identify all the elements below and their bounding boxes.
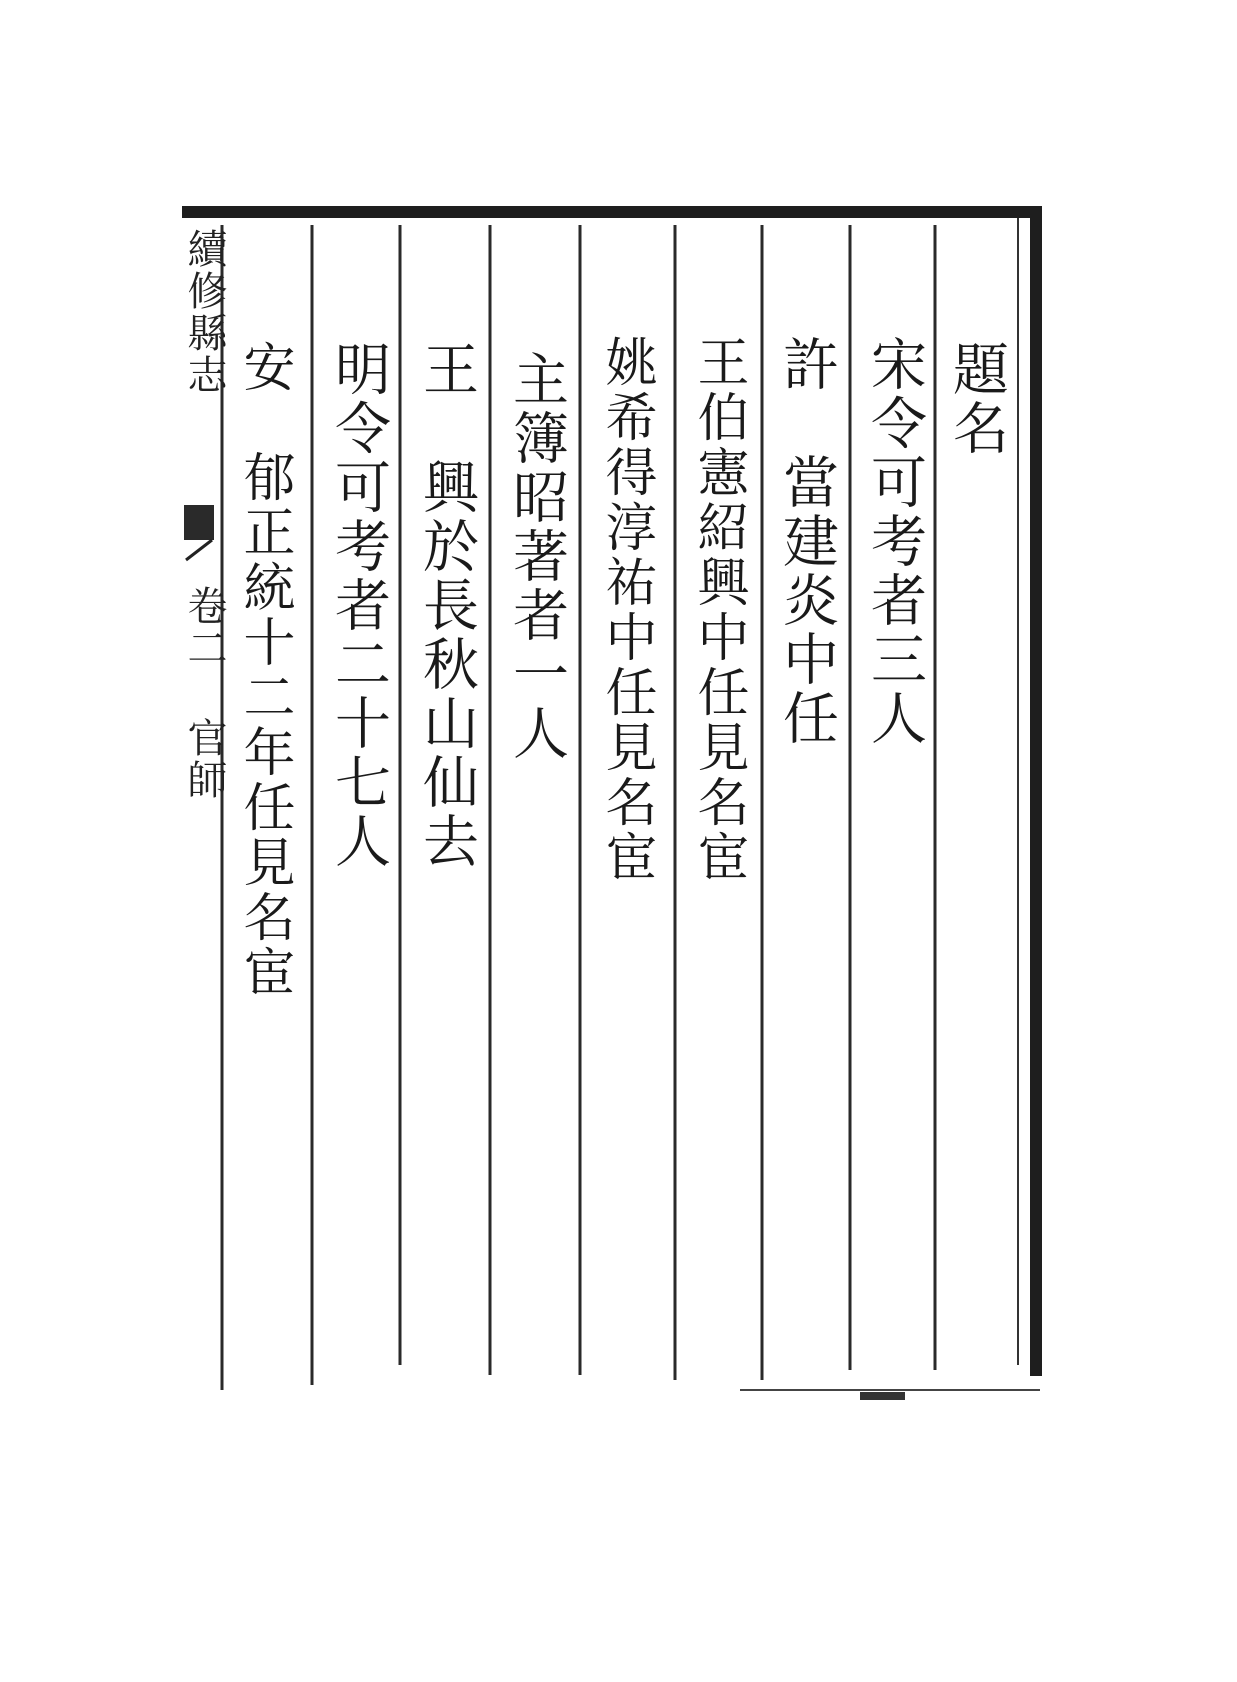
text-column: 許 當建炎中任: [774, 335, 839, 748]
margin-section: 卷二 官師: [181, 585, 227, 801]
text-column: 宋令可考者三人: [862, 335, 927, 748]
margin-title: 續修縣志: [181, 228, 227, 396]
margin-slash: [186, 540, 212, 560]
heading-title: 題名: [944, 340, 1009, 458]
right-border: [1030, 206, 1042, 1376]
text-column: 主簿昭著者一人: [504, 350, 569, 763]
text-column: 姚希得淳祐中任見名宦: [596, 335, 656, 885]
text-column: 明令可考者二十七人: [326, 340, 391, 871]
bottom-mark: [860, 1392, 905, 1400]
margin-black-mark: [184, 505, 214, 540]
text-column: 王 興於長秋山仙去: [414, 340, 479, 871]
text-column: 王伯憲紹興中任見名宦: [688, 335, 748, 885]
text-column: 安 郁正統十二年任見名宦: [234, 340, 294, 1000]
top-border: [182, 206, 1037, 218]
